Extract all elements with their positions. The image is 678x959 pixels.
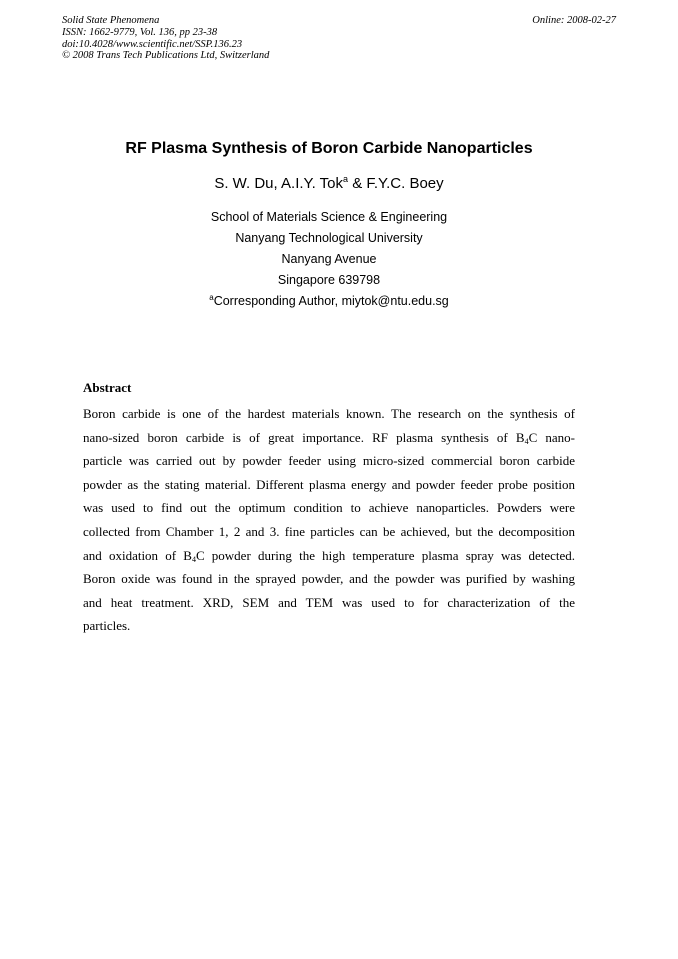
corresponding-marker: a <box>209 293 214 302</box>
journal-issn: ISSN: 1662-9779, Vol. 136, pp 23-38 <box>62 26 218 38</box>
author-list <box>0 174 658 194</box>
abstract-line-text-tail: C nano- <box>528 429 575 445</box>
journal-info <box>62 15 269 62</box>
authors-text: S. W. Du, A.I.Y. Tok <box>214 175 344 192</box>
formula-subscript: 4 <box>191 554 196 564</box>
journal-name: Solid State Phenomena <box>62 15 160 26</box>
abstract-body <box>83 402 575 638</box>
affiliation-school: School of Materials Science & Engineering <box>210 210 448 224</box>
abstract-line: Boron carbide is one of the hardest materials known. The research on the synthesis of <box>83 406 575 421</box>
abstract-heading: Abstract <box>83 380 132 395</box>
formula-subscript: 4 <box>524 436 529 446</box>
journal-copyright: © 2008 Trans Tech Publications Ltd, Switzerland <box>62 50 270 62</box>
abstract-line: particles. <box>83 618 131 634</box>
corresponding-text: Corresponding Author, miytok@ntu.edu.sg <box>213 294 449 308</box>
author-superscript: a <box>343 174 349 184</box>
abstract-line: particle was carried out by powder feeder using micro-sized commercial boron carbide <box>83 453 575 469</box>
abstract-line: powder as the stating material. Different plasma energy and powder feeder probe position <box>83 476 575 492</box>
abstract-line: and heat treatment. XRD, SEM and TEM was used to for characterization of the <box>83 594 575 610</box>
abstract-line-text: and oxidation of B <box>83 547 192 563</box>
affiliation-city: Singapore 639798 <box>277 273 381 287</box>
online-date: Online: 2008-02-27 <box>532 15 616 26</box>
abstract-line-text-tail: C powder during the high temperature plasma spray was detected. <box>195 547 575 563</box>
abstract-line: collected from Chamber 1, 2 and 3. fine particles can be achieved, but the decomposition <box>83 523 575 539</box>
abstract-line: was used to find out the optimum condition to achieve nanoparticles. Powders were <box>83 500 575 516</box>
abstract-line <box>83 426 575 450</box>
abstract-line <box>83 544 575 568</box>
abstract-line-text: nano-sized boron carbide is of great importance. RF plasma synthesis of B <box>83 429 525 445</box>
corresponding-author <box>0 293 658 309</box>
authors-text-tail: & F.Y.C. Boey <box>348 175 444 192</box>
abstract-line: Boron oxide was found in the sprayed powder, and the powder was purified by washing <box>83 571 575 587</box>
paper-title: RF Plasma Synthesis of Boron Carbide Nanoparticles <box>125 140 533 157</box>
affiliation-university: Nanyang Technological University <box>235 231 423 245</box>
affiliation-street: Nanyang Avenue <box>281 252 377 266</box>
journal-doi: doi:10.4028/www.scientific.net/SSP.136.23 <box>62 38 243 50</box>
